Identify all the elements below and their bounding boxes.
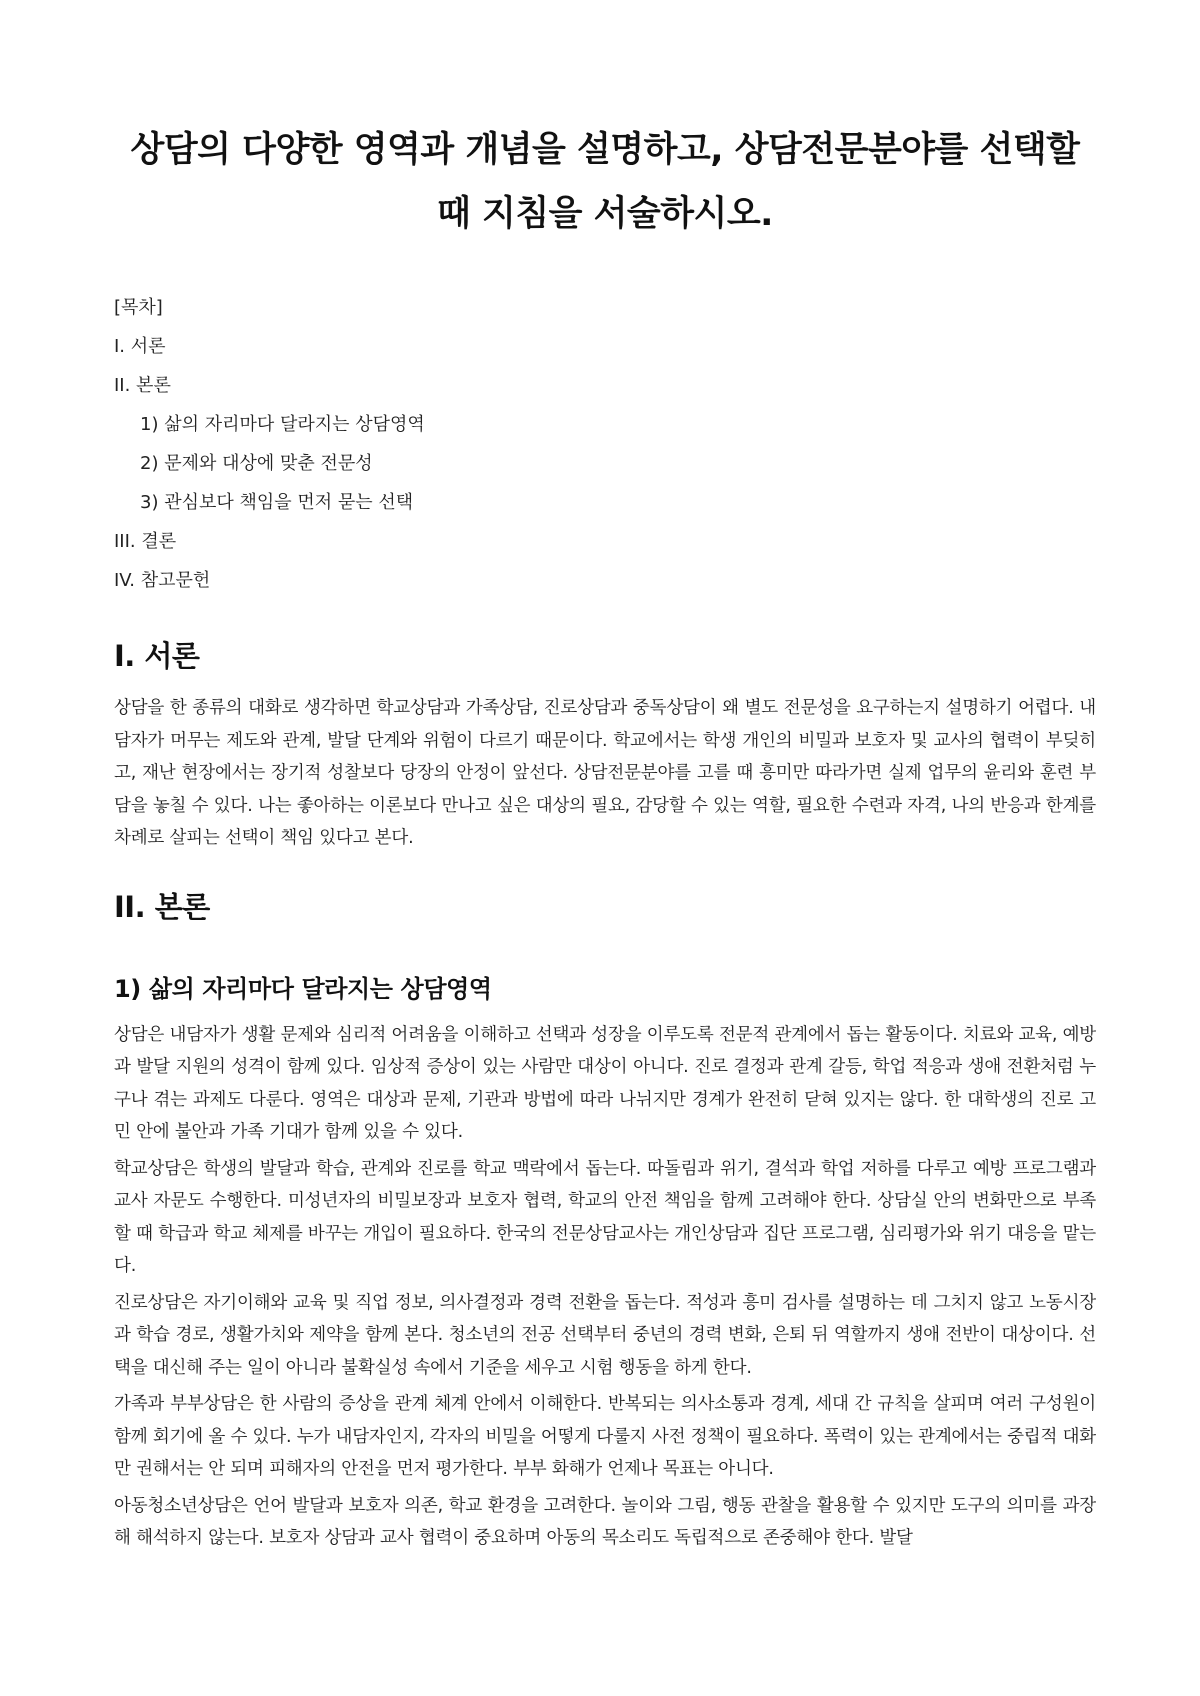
section-heading-body: II. 본론 [114, 889, 210, 924]
introduction-paragraph: 상담을 한 종류의 대화로 생각하면 학교상담과 가족상담, 진로상담과 중독상담이 왜 별도 전문성을 요구하는지 설명하기 어렵다. 내담자가 머무는 제도와 관계, 발달 단계와 위험이 다르기 때문이다. 학교에서는 학생 개인의 비밀과 보호자 및 교사의 협력이 부딪히고, 재난 현장에서는 장기적 성찰보다 당장의 안정이 앞선다. 상담전문분야를 고를 때 흥미만 따라가면 실제 업무의 윤리와 훈련 부담을 놓칠 수 있다. 나는 좋아하는 이론보다 만나고 싶은 대상의 필요, 감당할 수 있는 역할, 필요한 수련과 자격, 나의 반응과 한계를 차례로 살피는 선택이 책임 있다고 본다. [114, 698, 1096, 848]
toc-item: 1) 삶의 자리마다 달라지는 상담영역 [140, 414, 425, 435]
body-paragraph: 아동청소년상담은 언어 발달과 보호자 의존, 학교 환경을 고려한다. 놀이와 그림, 행동 관찰을 활용할 수 있지만 도구의 의미를 과장해 해석하지 않는다. 보호자 상담과 교사 협력이 중요하며 아동의 목소리도 독립적으로 존중해야 한다. 발달 [114, 1495, 1096, 1548]
body-paragraph: 가족과 부부상담은 한 사람의 증상을 관계 체계 안에서 이해한다. 반복되는 의사소통과 경계, 세대 간 규칙을 살피며 여러 구성원이 함께 회기에 올 수 있다. 누가 내담자인지, 각자의 비밀을 어떻게 다룰지 사전 정책이 필요하다. 폭력이 있는 관계에서는 중립적 대화만 권해서는 안 되며 피해자의 안전을 먼저 평가한다. 부부 화해가 언제나 목표는 아니다. [114, 1394, 1096, 1479]
toc-item: III. 결론 [114, 531, 177, 552]
toc-item: IV. 참고문헌 [114, 570, 211, 591]
table-of-contents [114, 288, 1096, 600]
body-paragraph: 진로상담은 자기이해와 교육 및 직업 정보, 의사결정과 경력 전환을 돕는다. 적성과 흥미 검사를 설명하는 데 그치지 않고 노동시장과 학습 경로, 생활가치와 제약을 함께 본다. 청소년의 전공 선택부터 중년의 경력 변화, 은퇴 뒤 역할까지 생애 전반이 대상이다. 선택을 대신해 주는 일이 아니라 불확실성 속에서 기준을 세우고 시험 행동을 하게 한다. [114, 1292, 1096, 1378]
toc-item: II. 본론 [114, 375, 171, 396]
subsection-heading: 1) 삶의 자리마다 달라지는 상담영역 [114, 974, 492, 1003]
document-title: 상담의 다양한 영역과 개념을 설명하고, 상담전문분야를 선택할 때 지침을 서술하시오. [130, 130, 1080, 234]
section-heading-introduction: I. 서론 [114, 639, 200, 673]
toc-item: 2) 문제와 대상에 맞춘 전문성 [140, 453, 373, 474]
toc-item: I. 서론 [114, 336, 166, 357]
body-paragraph: 학교상담은 학생의 발달과 학습, 관계와 진로를 학교 맥락에서 돕는다. 따돌림과 위기, 결석과 학업 저하를 다루고 예방 프로그램과 교사 자문도 수행한다. 미성년자의 비밀보장과 보호자 협력, 학교의 안전 책임을 함께 고려해야 한다. 상담실 안의 변화만으로 부족할 때 학급과 학교 체제를 바꾸는 개입이 필요하다. 한국의 전문상담교사는 개인상담과 집단 프로그램, 심리평가와 위기 대응을 맡는다. [114, 1158, 1096, 1276]
body-paragraph: 상담은 내담자가 생활 문제와 심리적 어려움을 이해하고 선택과 성장을 이루도록 전문적 관계에서 돕는 활동이다. 치료와 교육, 예방과 발달 지원의 성격이 함께 있다. 임상적 증상이 있는 사람만 대상이 아니다. 진로 결정과 관계 갈등, 학업 적응과 생애 전환처럼 누구나 겪는 과제도 다룬다. 영역은 대상과 문제, 기관과 방법에 따라 나뉘지만 경계가 완전히 닫혀 있지는 않다. 한 대학생의 진로 고민 안에 불안과 가족 기대가 함께 있을 수 있다. [114, 1024, 1096, 1142]
toc-heading: [목차] [114, 297, 163, 318]
toc-item: 3) 관심보다 책임을 먼저 묻는 선택 [140, 492, 414, 513]
